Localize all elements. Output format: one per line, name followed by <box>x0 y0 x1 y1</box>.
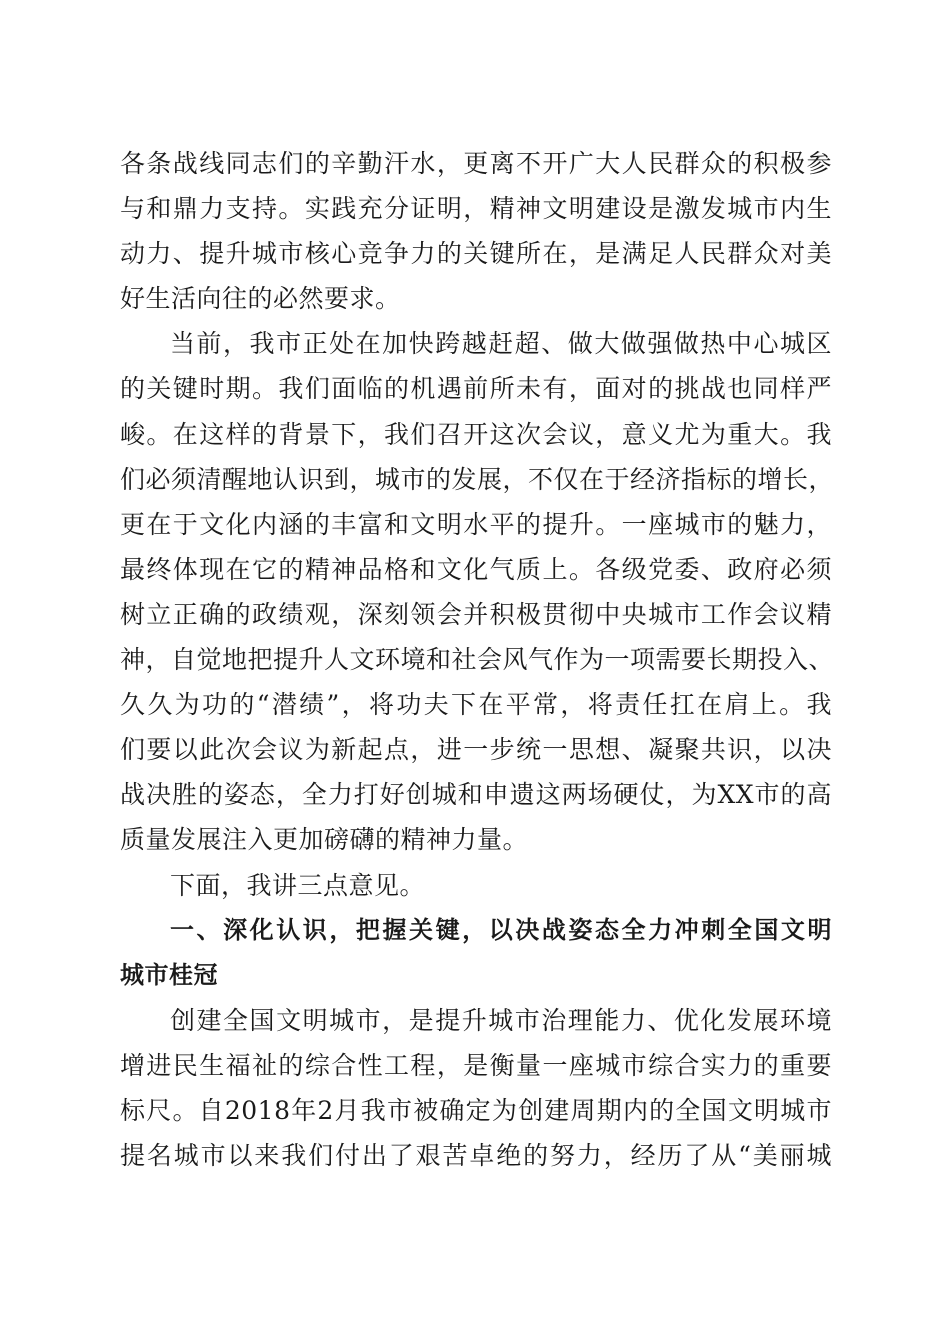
paragraph-line: 标尺。自2018年2月我市被确定为创建周期内的全国文明城市 <box>120 1095 832 1125</box>
document-body <box>120 141 835 1178</box>
paragraph-line: 更在于文化内涵的丰富和文明水平的提升。一座城市的魅力， <box>120 509 832 539</box>
paragraph-line: 与和鼎力支持。实践充分证明，精神文明建设是激发城市内生 <box>120 194 832 224</box>
paragraph-line: 增进民生福祉的综合性工程，是衡量一座城市综合实力的重要 <box>120 1050 832 1080</box>
section-heading: 一、深化认识，把握关键，以决战姿态全力冲刺全国文明 <box>170 915 832 944</box>
paragraph-line: 们要以此次会议为新起点，进一步统一思想、凝聚共识，以决 <box>120 735 832 765</box>
paragraph-line: 好生活向往的必然要求。 <box>120 284 401 314</box>
paragraph-line: 各条战线同志们的辛勤汗水，更离不开广大人民群众的积极参 <box>120 149 832 178</box>
paragraph-line: 久久为功的“潜绩”，将功夫下在平常，将责任扛在肩上。我 <box>120 690 832 720</box>
paragraph-line: 动力、提升城市核心竞争力的关键所在，是满足人民群众对美 <box>120 239 832 269</box>
paragraph-line: 提名城市以来我们付出了艰苦卓绝的努力，经历了从“美丽城 <box>120 1141 832 1171</box>
paragraph-line: 峻。在这样的背景下，我们召开这次会议，意义尤为重大。我 <box>120 419 832 449</box>
paragraph-line: 质量发展注入更加磅礴的精神力量。 <box>120 825 529 855</box>
paragraph-line: 的关键时期。我们面临的机遇前所未有，面对的挑战也同样严 <box>120 374 832 404</box>
section-heading: 城市桂冠 <box>120 960 218 989</box>
paragraph-line: 创建全国文明城市，是提升城市治理能力、优化发展环境 <box>170 1005 832 1035</box>
paragraph-line: 神，自觉地把提升人文环境和社会风气作为一项需要长期投入、 <box>120 645 835 675</box>
paragraph-line: 最终体现在它的精神品格和文化气质上。各级党委、政府必须 <box>120 554 832 584</box>
paragraph-line: 树立正确的政绩观，深刻领会并积极贯彻中央城市工作会议精 <box>120 599 832 629</box>
paragraph-line: 当前，我市正处在加快跨越赶超、做大做强做热中心城区 <box>170 329 832 359</box>
paragraph-line: 下面，我讲三点意见。 <box>170 870 426 900</box>
paragraph-line: 们必须清醒地认识到，城市的发展，不仅在于经济指标的增长， <box>120 464 835 494</box>
paragraph-line: 战决胜的姿态，全力打好创城和申遗这两场硬仗，为XX市的高 <box>120 780 832 810</box>
